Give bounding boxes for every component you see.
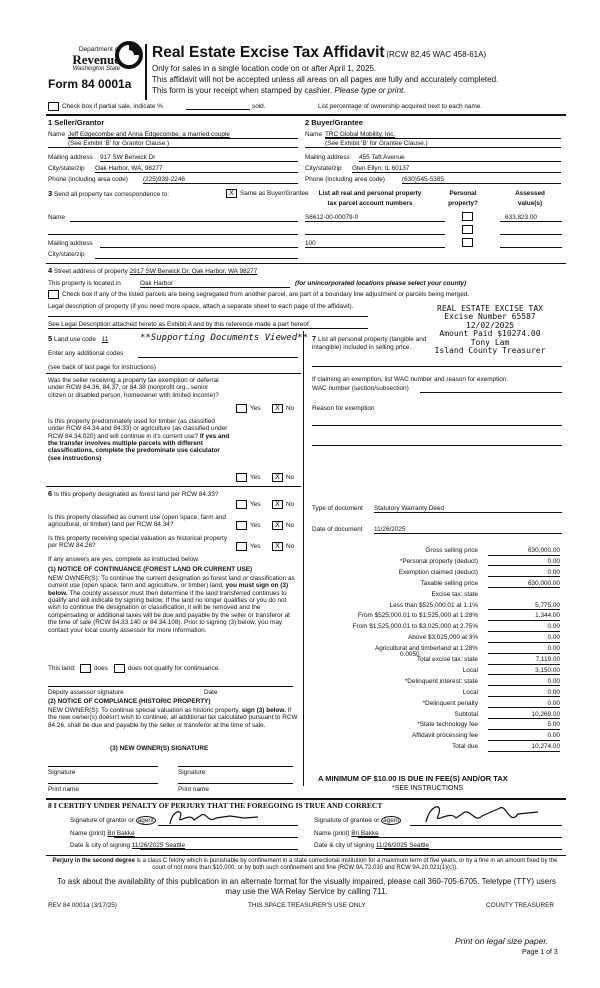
- perjury-notice: Perjury in the second degree is a class C felony which is punishable by confinement in a state correctional institution for a maximum term of five years, or by a fine in an amount fixed by the court of not more than $10,000, or by both such confinement and fine (RCW 9A.72.030 and RCW 9A.20.021(1)(c)).: [52, 858, 558, 871]
- calc-value[interactable]: [488, 591, 560, 600]
- partial-sale-checkbox[interactable]: [48, 102, 59, 111]
- timber-no-checkbox[interactable]: X: [272, 473, 283, 482]
- notice-compliance-heading: (2) NOTICE OF COMPLIANCE (HISTORIC PROPERTY): [48, 698, 211, 705]
- dor-logo-text: Department of Revenue Washington State: [72, 46, 120, 73]
- parcel-value-1[interactable]: 633,823.00: [505, 214, 537, 221]
- owner-signature-field-1[interactable]: [48, 766, 158, 767]
- doc-type[interactable]: Statutory Warranty Deed: [374, 505, 445, 512]
- same-as-buyer-label: Same as Buyer/Grantee: [240, 190, 309, 197]
- wac-field[interactable]: [420, 392, 562, 393]
- calc-label: From $525,000.01 to $1,525,000 at 1.28%: [357, 612, 478, 620]
- owner-signature-field-2[interactable]: [178, 766, 293, 767]
- calc-row: [310, 700, 560, 710]
- does-not-label: does not qualify for continuance.: [128, 665, 221, 672]
- calc-value[interactable]: 630,000.00: [488, 580, 560, 589]
- grantee-name-row: Name (print) Bri Bakke: [314, 830, 379, 837]
- print-name-label-2: Print name: [178, 786, 209, 793]
- calc-label: Excise tax: state: [431, 590, 478, 598]
- doc-date[interactable]: 11/26/2025: [374, 526, 406, 533]
- parcel-value-line-2: [500, 234, 562, 235]
- header-line-2: This affidavit will not be accepted unless all areas on all pages are fully and accurately completed.: [152, 75, 499, 84]
- tax-mailing-field[interactable]: [100, 247, 298, 248]
- calc-label: Local: [462, 666, 478, 674]
- see-back-note: (see back of last page for instructions): [48, 364, 156, 371]
- legal-description-label: Legal description of property (if you need more space, attach a separate sheet to each page of the affidavit).: [48, 303, 354, 310]
- calc-row: [310, 656, 560, 666]
- calc-value[interactable]: 630,000.00: [488, 547, 560, 556]
- grantee-signature-label: Signature of grantee or agent: [314, 817, 400, 824]
- deputy-signature-label: Deputy assessor signature: [48, 689, 124, 696]
- yes-label: Yes: [250, 501, 261, 508]
- signature-label-2: Signature: [178, 769, 206, 776]
- grantor-name-row: Name (print) Bri Bakke: [70, 830, 135, 837]
- seller-name-line: [68, 138, 298, 139]
- street-address-row: 4 Street address of property 2917 SW Berwick Dr, Oak Harbor, WA 98277: [48, 266, 258, 275]
- notice-continuance-text: NEW OWNER(S): To continue the current designation as forest land or classification as current use (open space, farm and agriculture, or timber) land, you must sign on (3) below. The county assessor must then determine if the land transferred continues to qualify and will indicate by signing below. If the land no longer qualifies or you do not wish to continue the designation or classification, it will be removed and the compensating or additional taxes will be due and payable by the seller or transferor at the time of sale (RCW 84.33.140 or 84.34.108). Prior to signing (3) below, you may contact your local county assessor for more information.: [48, 575, 295, 634]
- parcel-header-2: Personal property?: [448, 190, 478, 208]
- tax-city-field[interactable]: [95, 258, 298, 259]
- calc-label: *Delinquent interest: state: [404, 677, 478, 685]
- column-divider: [303, 331, 304, 786]
- parcel-line-2: [305, 234, 445, 235]
- seller-phone[interactable]: (225)939-2246: [143, 176, 185, 183]
- personal-property-field[interactable]: [312, 366, 562, 367]
- treasurer-use-label: THIS SPACE TREASURER'S USE ONLY: [248, 902, 366, 909]
- calc-row: [310, 569, 560, 579]
- street-address[interactable]: 2917 SW Berwick Dr, Oak Harbor, WA 98277: [129, 268, 258, 275]
- grantor-date[interactable]: 11/26/2025 Seattle: [131, 842, 185, 849]
- seller-name[interactable]: Jeff Edgecombe and Anna Edgecombe, a married couple: [68, 131, 230, 138]
- tax-name-line2: [48, 234, 298, 235]
- parcel-line-3: [305, 247, 445, 248]
- timber-question: Is this property predominately used for timber (as classified under RCW 84.34 and 84.33) or agriculture (as classified under RCW 84.34.020) and will continue in it's current use? If yes and the transfer involves multiple parcels with different classifications, complete the predominate use calculator (see instructions): [48, 418, 230, 462]
- buyer-name2-line: [305, 147, 561, 148]
- does-not-checkbox[interactable]: [114, 664, 125, 673]
- yes-label: Yes: [250, 543, 261, 550]
- buyer-heading: 2 Buyer/Grantee: [305, 118, 363, 127]
- calc-label: *Personal property (deduct): [399, 557, 478, 565]
- personal-property-row: 7 List all personal property (tangible and intangible) included in selling price.: [312, 334, 427, 351]
- calc-value[interactable]: 3,150.00: [488, 667, 560, 676]
- minimum-notice: A MINIMUM OF $10.00 IS DUE IN FEE(S) AND/OR TAX: [318, 774, 508, 783]
- located-city[interactable]: Oak Harbor: [140, 280, 174, 287]
- calc-row: [310, 602, 560, 612]
- land-use-row: 5 Land use code 11: [48, 334, 109, 343]
- divider: [46, 486, 301, 487]
- buyer-city-label: City/state/zip: [305, 165, 342, 172]
- tax-name-label: Name: [48, 214, 66, 221]
- parcel-header-3: Assessed value(s): [515, 190, 545, 208]
- answers-instruction: If any answers are yes, complete as instructed below.: [48, 556, 200, 563]
- grantee-signature-line: [410, 825, 562, 826]
- legal-description[interactable]: See Legal Description attached hereto as Exhibit A and by this reference made a part hereof: [48, 321, 309, 328]
- deputy-signature-field[interactable]: [48, 686, 293, 687]
- calc-value[interactable]: 7,119.00: [488, 656, 560, 665]
- reason-field-2[interactable]: [312, 445, 562, 446]
- divider: [46, 855, 566, 856]
- seller-name-2: (See Exhibit 'B' for Grantor Clause.): [68, 140, 170, 147]
- header-line-1: Only for sales in a single location code on or after April 1, 2025.: [152, 64, 377, 73]
- revision-number: REV 84 0001a (3/17/25): [48, 902, 117, 909]
- buyer-address-label: Mailing address: [305, 154, 350, 161]
- divider: [46, 114, 566, 116]
- seller-address[interactable]: 917 SW Berwick Dr: [100, 154, 156, 161]
- current-use-no-checkbox[interactable]: X: [272, 521, 283, 530]
- land-use-code[interactable]: 11: [101, 336, 109, 343]
- grantee-name[interactable]: Bri Bakke: [351, 830, 379, 837]
- county-treasurer-label: COUNTY TREASURER: [486, 902, 554, 909]
- seller-address-line: [100, 161, 298, 162]
- treasurer-stamp: REAL ESTATE EXCISE TAX Excise Number 65587 12/02/2025 Amount Paid $10274.00 Tony Lam Island County Treasurer: [434, 304, 546, 355]
- historic-no-checkbox[interactable]: X: [272, 542, 283, 551]
- doc-date-line: [374, 533, 562, 534]
- seller-city-label: City/state/zip: [48, 165, 85, 172]
- buyer-name-label: Name: [305, 131, 323, 138]
- seller-name2-line: [48, 147, 298, 148]
- calc-row: [310, 634, 560, 644]
- calc-value[interactable]: 0.00: [488, 558, 560, 567]
- personal-property-checkbox-2[interactable]: [462, 225, 473, 234]
- parcel-value-line-1: [500, 221, 562, 222]
- buyer-name-2: (See Exhibit 'B' for Grantee Clause.): [325, 140, 428, 147]
- calc-label: *State technology fee: [417, 721, 478, 729]
- calc-row: [310, 667, 560, 677]
- doc-type-label: Type of document: [312, 505, 363, 512]
- additional-codes-field[interactable]: [138, 357, 298, 358]
- grantor-date-line: [140, 849, 298, 850]
- calc-row: [310, 580, 560, 590]
- certify-statement: 8 I CERTIFY UNDER PENALTY OF PERJURY THAT THE FOREGOING IS TRUE AND CORRECT: [48, 801, 383, 810]
- owner-print-field-1[interactable]: [48, 783, 158, 784]
- buyer-city-line: [352, 172, 561, 173]
- grantee-date-line: [384, 849, 562, 850]
- calc-row: [310, 711, 560, 721]
- calc-row: [310, 623, 560, 633]
- calc-label: Subtotal: [454, 710, 478, 718]
- ownership-note: List percentage of ownership acquired next to each name.: [318, 103, 483, 110]
- local-rate: 0.0050: [400, 651, 420, 658]
- divider: [46, 798, 566, 800]
- parcel-header-1: List all real and personal property tax parcel account numbers: [318, 190, 422, 208]
- calc-row: [310, 612, 560, 622]
- page-title: Real Estate Excise Tax Affidavit (RCW 82.45 WAC 458-61A): [152, 44, 487, 61]
- page-number: Page 1 of 3: [522, 949, 558, 956]
- calc-row: [310, 547, 560, 557]
- owner-print-field-2[interactable]: [178, 783, 293, 784]
- deputy-date-label: Date: [204, 689, 218, 696]
- calc-label: Affidavit processing fee: [412, 732, 478, 740]
- signature-label-1: Signature: [48, 769, 76, 776]
- calc-label: Agricultural and timberland at 1.28%: [374, 645, 478, 653]
- additional-codes-label: Enter any additional codes: [48, 350, 124, 357]
- calc-value[interactable]: 0.00: [488, 689, 560, 698]
- segregation-label: Check box if any of the listed parcels are being segregated from another parcel, are part of a boundary line adjustment or parcels being merged.: [62, 291, 470, 298]
- grantor-name[interactable]: Bri Bakke: [107, 830, 135, 837]
- no-label: No: [286, 522, 295, 529]
- print-name-label-1: Print name: [48, 786, 79, 793]
- buyer-name[interactable]: TRC Global Mobility, Inc.: [325, 131, 396, 138]
- yes-label: Yes: [250, 522, 261, 529]
- calc-value[interactable]: 5,775.00: [488, 602, 560, 611]
- does-checkbox[interactable]: [80, 664, 91, 673]
- parcel-account-2[interactable]: 100: [305, 240, 316, 247]
- calc-value[interactable]: 10,274.00: [488, 743, 560, 752]
- reason-label: Reason for exemption: [312, 405, 375, 412]
- calc-value[interactable]: 0.00: [488, 623, 560, 632]
- grantor-signature[interactable]: [160, 806, 280, 830]
- calc-row: [310, 743, 560, 753]
- grantee-date-row: Date & city of signing 11/26/2025 Seattle: [314, 842, 429, 849]
- parcel-line-1: [305, 221, 445, 222]
- seller-address-label: Mailing address: [48, 154, 93, 161]
- yes-label: Yes: [250, 474, 261, 481]
- calc-label: Exemption claimed (deduct): [398, 568, 478, 576]
- located-note: (for unincorporated locations please select your county): [295, 280, 467, 287]
- wac-label: If claiming an exemption, list WAC number and reason for exemption.: [312, 376, 509, 383]
- does-label: does: [94, 665, 108, 672]
- no-label: No: [286, 405, 295, 412]
- forest-no-checkbox[interactable]: X: [272, 500, 283, 509]
- timber-yes-checkbox[interactable]: [236, 473, 247, 482]
- buyer-city[interactable]: Glen Ellyn, IL 60137: [352, 165, 410, 172]
- grantor-name-line: [114, 837, 298, 838]
- buyer-phone[interactable]: (630)545-5385: [402, 176, 444, 183]
- seller-city[interactable]: Oak Harbor, WA, 98277: [95, 165, 163, 172]
- divider: [46, 263, 566, 264]
- tax-mailing-label: Mailing address: [48, 240, 93, 247]
- buyer-address[interactable]: 455 Taft Avenue: [359, 154, 405, 161]
- located-line: [140, 287, 290, 288]
- grantor-signature-label: Signature of grantor or agent: [70, 817, 154, 824]
- calc-label: Taxable selling price: [420, 579, 478, 587]
- calc-row: [310, 645, 560, 655]
- no-label: No: [286, 501, 295, 508]
- calc-label: From $1,525,000.01 to $3,025,000 at 2.75%: [352, 623, 478, 631]
- located-label: This property is located in: [48, 280, 121, 287]
- same-as-buyer-checkbox[interactable]: X: [226, 189, 237, 198]
- exemption-question: Was the seller receiving a property tax exemption or deferral under RCW 84.36, 84.37, or 84.38 (nonprofit org., senior citizen or disabled person, homeowner with limited income)?: [48, 377, 219, 399]
- doc-date-label: Date of document: [312, 526, 363, 533]
- accessibility-notice: To ask about the availability of this publication in an alternate format for the visually impaired, please call 360-705-6705. Teletype (TTY) users may use the WA Relay Service by calling 711.: [57, 877, 556, 897]
- personal-property-checkbox-1[interactable]: [462, 212, 473, 221]
- seller-phone-line: [143, 183, 298, 184]
- calc-label: *Delinquent penalty: [422, 699, 478, 707]
- see-instructions: *SEE INSTRUCTIONS: [392, 785, 464, 792]
- divider: [46, 373, 301, 374]
- calc-value[interactable]: 0.00: [488, 645, 560, 654]
- grantee-name-line: [358, 837, 562, 838]
- calc-row: [310, 732, 560, 742]
- calc-label: Less than $525,000.01 at 1.1%: [389, 601, 478, 609]
- current-use-yes-checkbox[interactable]: [236, 521, 247, 530]
- buyer-name-line: [325, 138, 561, 139]
- no-label: No: [286, 543, 295, 550]
- segregation-checkbox[interactable]: [48, 290, 59, 299]
- form-number: Form 84 0001a: [48, 77, 132, 91]
- tax-name-field[interactable]: [70, 221, 298, 222]
- yes-label: Yes: [250, 405, 261, 412]
- calc-label: Local: [462, 688, 478, 696]
- partial-sale-label: Check box if partial sale, indicate %: [62, 103, 163, 110]
- seller-name-label: Name: [48, 131, 66, 138]
- legal-line-1: [48, 316, 368, 317]
- notice-continuance-heading: (1) NOTICE OF CONTINUANCE (FOREST LAND OR CURRENT USE): [48, 566, 253, 573]
- header-line-3: This form is your receipt when stamped by cashier. Please type or print.: [152, 86, 406, 95]
- tax-correspondence: 3 Send all property tax correspondence to:: [48, 189, 170, 198]
- seller-city-line: [95, 172, 298, 173]
- forest-question: 6 Is this property designated as forest land per RCW 84.33?: [48, 489, 219, 498]
- notice-compliance-text: NEW OWNER(S): To continue special valuation as historic property, sign (3) below. If the new owner(s) doesn't wish to continue, all additional tax calculated pursuant to RCW 84.26, shall be due and payable by the seller or transferor at the time of sale.: [48, 707, 298, 729]
- calc-value[interactable]: 5.00: [488, 721, 560, 730]
- calc-row: [310, 678, 560, 688]
- calc-value[interactable]: 0.00: [488, 569, 560, 578]
- parcel-value-line-3: [500, 247, 562, 248]
- calc-value[interactable]: 1,344.00: [488, 612, 560, 621]
- this-land-label: This land:: [48, 665, 76, 672]
- buyer-phone-label: Phone (including area code): [305, 176, 385, 183]
- calc-value[interactable]: 10,269.00: [488, 711, 560, 720]
- calc-value[interactable]: 0.00: [488, 732, 560, 741]
- supporting-docs-note: **Supporting Documents Viewed**: [140, 333, 308, 343]
- exemption-yes-checkbox[interactable]: [236, 404, 247, 413]
- header-divider: [145, 44, 147, 100]
- calc-label: Total excise tax: state: [416, 656, 478, 663]
- calc-row: [310, 591, 560, 601]
- parcel-account-1[interactable]: S6612-00-00079-0: [305, 214, 359, 221]
- no-label: No: [286, 474, 295, 481]
- calc-row: [310, 689, 560, 699]
- seller-phone-label: Phone (including area code): [48, 176, 128, 183]
- calc-label: Total due: [452, 743, 478, 751]
- partial-sold-label: sold.: [252, 103, 266, 110]
- calc-label: Above $3,025,000 at 3%: [408, 634, 478, 642]
- legal-line-2: [48, 328, 368, 329]
- tax-city-label: City/state/zip: [48, 251, 85, 258]
- forest-yes-checkbox[interactable]: [236, 500, 247, 509]
- grantee-date[interactable]: 11/26/2025 Seattle: [375, 842, 429, 849]
- grantor-date-row: Date & city of signing 11/26/2025 Seattle: [70, 842, 185, 849]
- calc-row: [310, 558, 560, 568]
- buyer-phone-line: [402, 183, 561, 184]
- grantor-signature-line: [158, 825, 298, 826]
- calc-value[interactable]: 0.00: [488, 678, 560, 687]
- personal-property-checkbox-3[interactable]: [462, 238, 473, 247]
- calc-label: Gross selling price: [425, 547, 478, 554]
- calc-row: [310, 721, 560, 731]
- calc-value[interactable]: 0.00: [488, 634, 560, 643]
- exemption-no-checkbox[interactable]: X: [272, 404, 283, 413]
- new-owner-signature-heading: (3) NEW OWNER(S) SIGNATURE: [110, 745, 209, 752]
- wac-sub-label: WAC number (section/subsection): [312, 385, 409, 392]
- calc-value[interactable]: 0.00: [488, 700, 560, 709]
- reason-field-1[interactable]: [312, 425, 562, 426]
- current-use-question: Is this property classified as current use (open space, farm and agricultural, or timber) land per RCW 84.34?: [48, 514, 226, 529]
- doc-type-line: [374, 512, 562, 513]
- historic-question: Is this property receiving special valuation as historical property per RCW 84.26?: [48, 535, 228, 550]
- dor-logo-icon: [114, 40, 144, 70]
- partial-percent-field[interactable]: [186, 104, 250, 110]
- buyer-address-line: [359, 161, 561, 162]
- historic-yes-checkbox[interactable]: [236, 542, 247, 551]
- seller-heading: 1 Seller/Grantor: [48, 118, 105, 127]
- legal-paper-note: Print on legal size paper.: [455, 936, 549, 946]
